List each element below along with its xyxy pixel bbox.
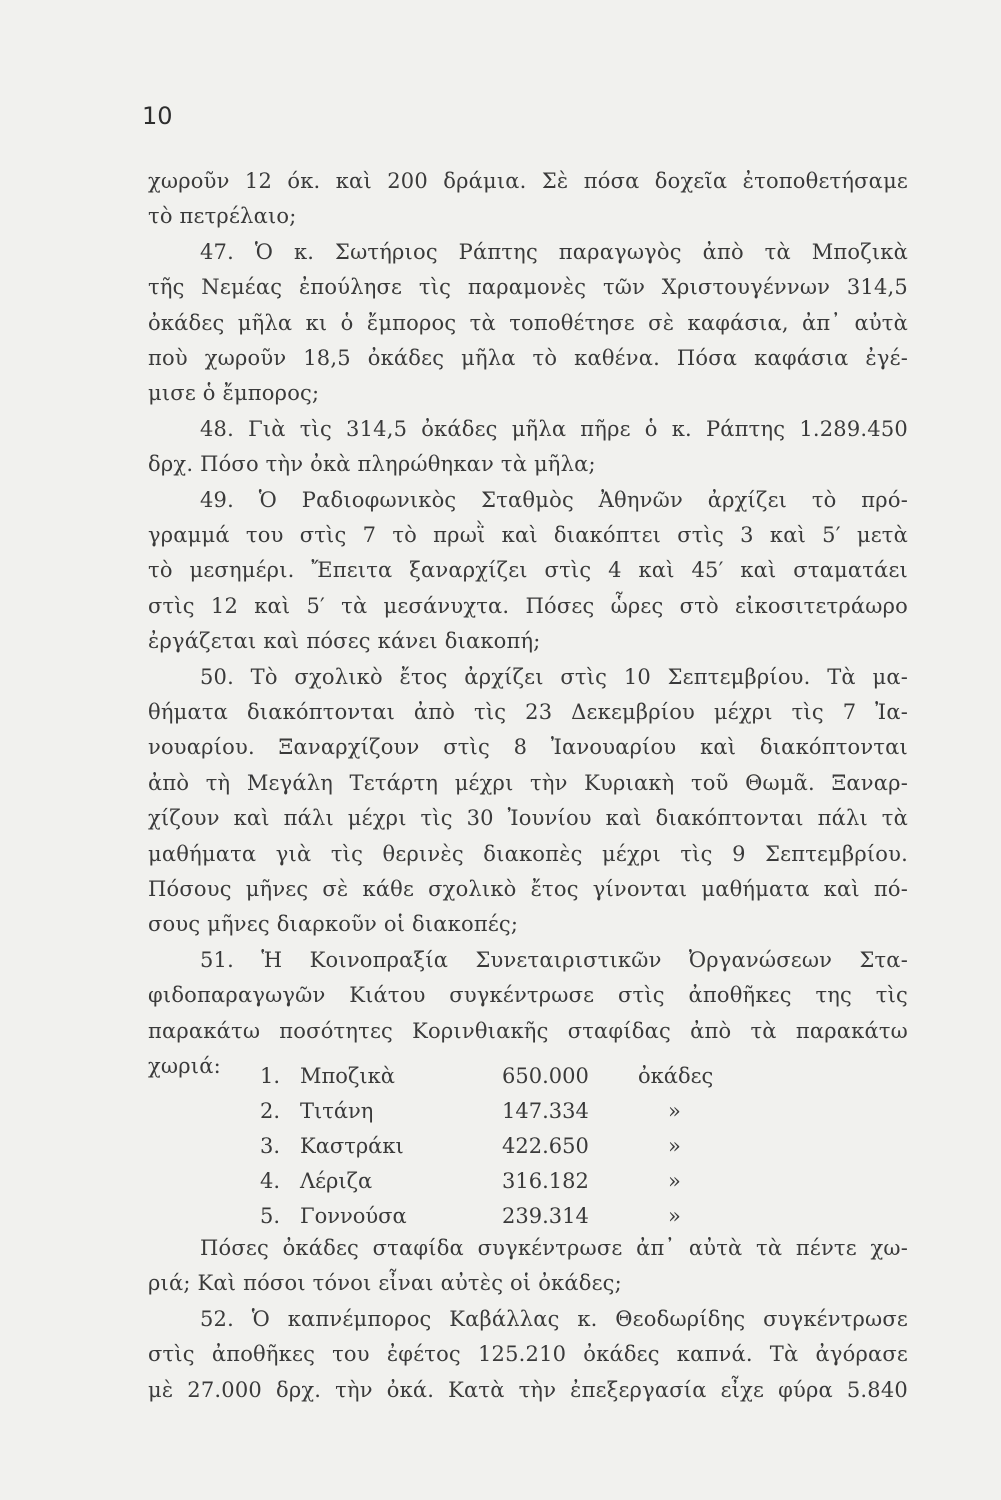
- village-name: Λέριζα: [300, 1169, 373, 1193]
- text-line: 49. Ὁ Ραδιοφωνικὸς Σταθμὸς Ἀθηνῶν ἀρχίζει τὸ πρό-: [200, 487, 908, 512]
- row-number: 2.: [260, 1099, 281, 1123]
- text-line: Πόσες ὀκάδες σταφίδα συγκέντρωσε ἀπ᾿ αὐτὰ τὰ πέντε χω-: [200, 1236, 908, 1260]
- text-line: σους μῆνες διαρκοῦν οἱ διακοπές;: [148, 912, 519, 937]
- text-line: 51. Ἡ Κοινοπραξία Συνεταιριστικῶν Ὀργανώσεων Στα-: [200, 947, 908, 972]
- text-line: τὸ πετρέλαιο;: [148, 204, 297, 229]
- text-line: γραμμά του στὶς 7 τὸ πρωῒ καὶ διακόπτει στὶς 3 καὶ 5′ μετὰ: [148, 523, 908, 547]
- village-name: Γοννούσα: [300, 1204, 407, 1228]
- text-line: μαθήματα γιὰ τὶς θερινὲς διακοπὲς μέχρι τὶς 9 Σεπτεμβρίου.: [148, 841, 908, 866]
- text-line: 47. Ὁ κ. Σωτήριος Ράπτης παραγωγὸς ἀπὸ τὰ Μποζικὰ: [200, 239, 908, 264]
- text-line: τὸ μεσημέρι. Ἔπειτα ξαναρχίζει στὶς 4 καὶ 45′ καὶ σταματάει: [148, 558, 908, 583]
- text-line: 48. Γιὰ τὶς 314,5 ὀκάδες μῆλα πῆρε ὁ κ. Ράπτης 1.289.450: [200, 416, 908, 441]
- ditto-mark: »: [668, 1099, 681, 1123]
- village-name: Μποζικὰ: [300, 1064, 395, 1088]
- text-line: παρακάτω ποσότητες Κορινθιακῆς σταφίδας ἀπὸ τὰ παρακάτω: [148, 1018, 908, 1043]
- text-line: στὶς ἀποθῆκες του ἐφέτος 125.210 ὀκάδες καπνά. Τὰ ἀγόρασε: [148, 1342, 908, 1367]
- text-line: ποὺ χωροῦν 18,5 ὀκάδες μῆλα τὸ καθένα. Πόσα καφάσια ἐγέ-: [148, 346, 908, 370]
- text-line: χίζουν καὶ πάλι μέχρι τὶς 30 Ἰουνίου καὶ διακόπτονται πάλι τὰ: [148, 806, 908, 831]
- row-number: 4.: [260, 1169, 281, 1193]
- ditto-mark: »: [668, 1204, 681, 1228]
- text-line: νουαρίου. Ξαναρχίζουν στὶς 8 Ἰανουαρίου καὶ διακόπτονται: [148, 735, 908, 760]
- text-line: 50. Τὸ σχολικὸ ἔτος ἀρχίζει στὶς 10 Σεπτεμβρίου. Τὰ μα-: [200, 664, 908, 689]
- table-row: [0, 1201, 1001, 1231]
- row-number: 1.: [260, 1064, 281, 1088]
- row-number: 3.: [260, 1134, 281, 1158]
- quantity: 650.000: [502, 1064, 589, 1088]
- unit-label: ὀκάδες: [638, 1064, 714, 1088]
- text-line: ἐργάζεται καὶ πόσες κάνει διακοπή;: [148, 629, 541, 654]
- text-line: ὀκάδες μῆλα κι ὁ ἔμπορος τὰ τοποθέτησε σὲ καφάσια, ἀπ᾿ αὐτὰ: [148, 310, 908, 335]
- text-line: φιδοπαραγωγῶν Κιάτου συγκέντρωσε στὶς ἀποθῆκες της τὶς: [148, 983, 908, 1008]
- text-line: χωριά:: [148, 1054, 221, 1078]
- quantity: 147.334: [502, 1099, 589, 1123]
- ditto-mark: »: [668, 1169, 681, 1193]
- text-line: Πόσους μῆνες σὲ κάθε σχολικὸ ἔτος γίνονται μαθήματα καὶ πό-: [148, 877, 908, 901]
- text-line: χωροῦν 12 όκ. καὶ 200 δράμια. Σὲ πόσα δοχεῖα ἐτοποθετήσαμε: [148, 169, 908, 193]
- text-line: στὶς 12 καὶ 5′ τὰ μεσάνυχτα. Πόσες ὧρες στὸ εἰκοσιτετράωρο: [148, 593, 908, 618]
- text-line: θήματα διακόπτονται ἀπὸ τὶς 23 Δεκεμβρίου μέχρι τὶς 7 Ἰα-: [148, 700, 908, 724]
- text-line: δρχ. Πόσο τὴν ὀκὰ πληρώθηκαν τὰ μῆλα;: [148, 452, 596, 477]
- table-row: [0, 1096, 1001, 1126]
- table-row: [0, 1131, 1001, 1161]
- village-name: Καστράκι: [300, 1134, 404, 1158]
- quantity: 316.182: [502, 1169, 589, 1193]
- text-line: μισε ὁ ἔμπορος;: [148, 381, 320, 406]
- row-number: 5.: [260, 1204, 281, 1228]
- village-name: Τιτάνη: [300, 1099, 374, 1123]
- text-line: 52. Ὁ καπνέμπορος Καβάλλας κ. Θεοδωρίδης συγκέντρωσε: [200, 1306, 908, 1331]
- quantity: 239.314: [502, 1204, 589, 1228]
- text-line: ριά; Καὶ πόσοι τόνοι εἶναι αὐτὲς οἱ ὀκάδες;: [148, 1271, 622, 1296]
- text-line: μὲ 27.000 δρχ. τὴν ὀκά. Κατὰ τὴν ἐπεξεργασία εἶχε φύρα 5.840: [148, 1377, 908, 1402]
- text-line: ἀπὸ τὴ Μεγάλη Τετάρτη μέχρι τὴν Κυριακὴ τοῦ Θωμᾶ. Ξαναρ-: [148, 770, 908, 795]
- quantity: 422.650: [502, 1134, 589, 1158]
- page-number: 10: [142, 102, 173, 130]
- table-row: [0, 1061, 1001, 1091]
- text-line: τῆς Νεμέας ἐπούλησε τὶς παραμονὲς τῶν Χριστουγέννων 314,5: [148, 275, 908, 300]
- ditto-mark: »: [668, 1134, 681, 1158]
- table-row: [0, 1166, 1001, 1196]
